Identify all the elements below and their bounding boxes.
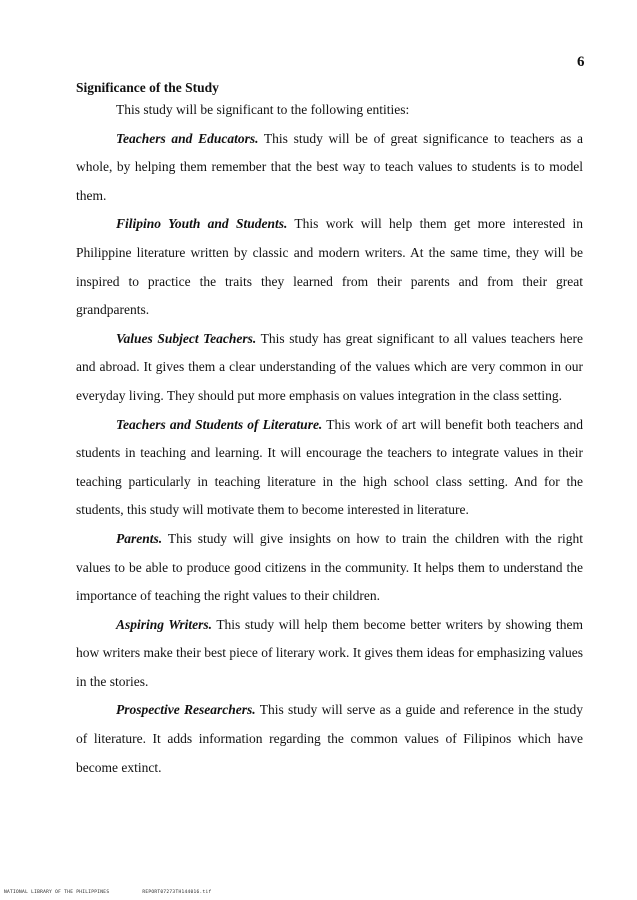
entity-paragraph-parents bbox=[76, 525, 583, 611]
intro-paragraph: This study will be significant to the following entities: bbox=[116, 102, 410, 117]
entity-paragraph-literature bbox=[76, 411, 583, 525]
entity-term: Filipino Youth and Students. bbox=[116, 216, 288, 232]
section-heading: Significance of the Study bbox=[76, 80, 219, 95]
entity-term: Teachers and Students of Literature. bbox=[116, 416, 323, 432]
entity-paragraph-aspiring-writers bbox=[76, 611, 583, 697]
entity-term: Values Subject Teachers. bbox=[116, 330, 257, 346]
scan-footer bbox=[4, 890, 242, 895]
entity-description: This study will serve as a guide and reference in the study of literature. It adds information regarding the common values of Filipinos which have become extinct. bbox=[76, 702, 583, 775]
entity-description: This work will help them get more interested in Philippine literature written by classic and modern writers. At the same time, they will be inspired to practice the traits they learned from their parents and from their great grandparents. bbox=[76, 216, 583, 318]
entity-term: Parents. bbox=[116, 530, 163, 546]
entity-description: This study will be of great significance to teachers as a whole, by helping them remember that the best way to teach values to students is to model them. bbox=[76, 130, 583, 203]
entity-paragraph-values-teachers bbox=[76, 325, 583, 411]
entity-term: Aspiring Writers. bbox=[116, 616, 212, 632]
entity-paragraph-teachers-educators bbox=[76, 125, 583, 211]
entity-description: This study will give insights on how to train the children with the right values to be able to produce good citizens in the community. It helps them to understand the importance of teaching the right values to their children. bbox=[76, 530, 583, 604]
footer-library-name: NATIONAL LIBRARY OF THE PHILIPPINES bbox=[4, 890, 110, 895]
footer-file-code: REPORT07273TH144016.tif bbox=[142, 890, 212, 895]
page-number: 6 bbox=[577, 54, 585, 70]
entity-description: This work of art will benefit both teachers and students in teaching and learning. It will encourage the teachers to integrate values in their teaching particularly in teaching literature in the high school class setting. And for the students, this study will motivate them to become interested in literature. bbox=[76, 416, 583, 518]
entity-description: This study will help them become better writers by showing them how writers make their best piece of literary work. It gives them ideas for emphasizing values in the stories. bbox=[76, 616, 583, 689]
entity-term: Teachers and Educators. bbox=[116, 130, 259, 146]
entity-description: This study has great significant to all values teachers here and abroad. It gives them a clear understanding of the values which are very common in our everyday living. They should put more emphasis on values integration in the class setting. bbox=[76, 330, 583, 403]
body-text bbox=[76, 96, 583, 782]
entity-term: Prospective Researchers. bbox=[116, 702, 256, 718]
entity-paragraph-researchers bbox=[76, 696, 583, 782]
entity-paragraph-filipino-youth bbox=[76, 210, 583, 324]
